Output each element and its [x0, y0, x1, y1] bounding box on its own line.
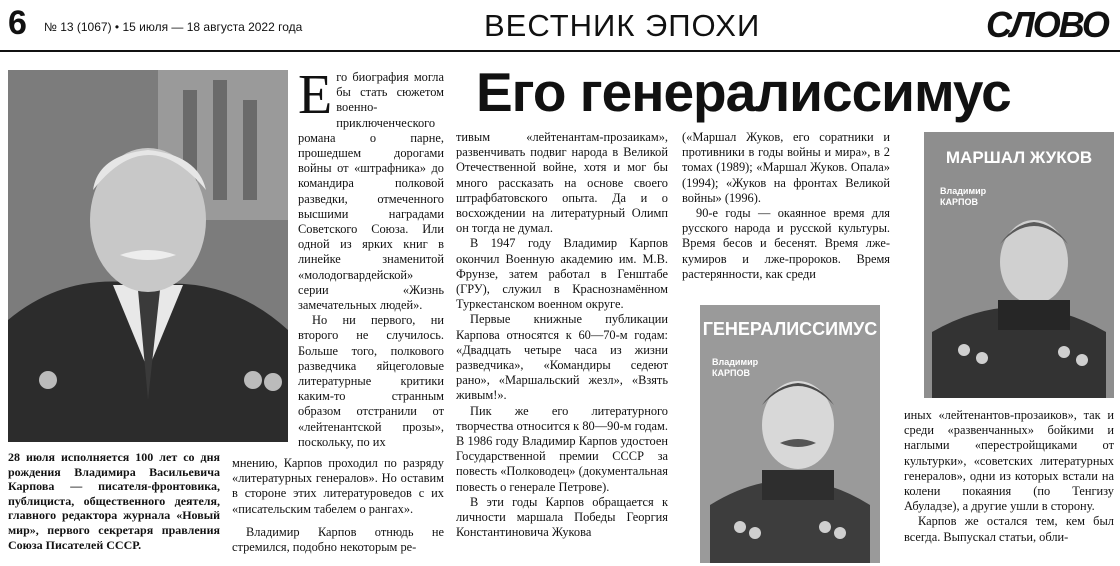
paragraph: 90-е годы — окаянное время для русского народа и русской культуры. Время бесов и бесенят. Время лже-кумиров и лже-пророков. Время растерянности, как среди [682, 206, 890, 281]
newspaper-logo: СЛОВО [986, 4, 1108, 45]
book-title: ГЕНЕРАЛИССИМУС [702, 319, 878, 339]
article-column-1 [298, 64, 444, 450]
page-number: 6 [8, 4, 27, 42]
book-author-last: КАРПОВ [940, 197, 978, 207]
paragraph: мнению, Карпов проходил по разряду «литературных генералов». Но оставим в стороне этих литературоведов с их «писательским табелем о рангах». [232, 456, 444, 516]
paragraph: Пик же его литературного творчества относится к 80—90-м годам. В 1986 году Владимир Карпов удостоен Государственной премии СССР за повесть «Полководец» (документальная повесть о генерале Петрове). [456, 403, 668, 494]
rubric-title: ВЕСТНИК ЭПОХИ [484, 8, 761, 43]
book-author-last: КАРПОВ [712, 368, 750, 378]
paragraph: Карпов же остался тем, кем был всегда. Выпускал статьи, обли- [904, 514, 1114, 544]
paragraph: («Маршал Жуков, его соратники и противники в годы войны и мира», в 2 томах (1989); «Маршал Жуков. Опала» (1994); «Жуков на фронтах Великой войны» (1996). [682, 130, 890, 205]
book-title: МАРШАЛ ЖУКОВ [945, 148, 1093, 167]
portrait-photo [8, 70, 288, 442]
book-cover-generalissimus [700, 305, 880, 563]
headline: Его генералиссимус [476, 61, 1011, 123]
paragraph: Владимир Карпов отнюдь не стремился, подобно некоторым ре- [232, 524, 444, 555]
photo-caption: 28 июля исполняется 100 лет со дня рождения Владимира Васильевича Карпова — писателя-фронтовика, публициста, общественного деятеля, главного редактора журнала «Новый мир», первого секретаря правления Союза Писателей СССР. [8, 450, 220, 552]
issue-info: № 13 (1067) • 15 июля — 18 августа 2022 года [44, 20, 303, 34]
book-author-first: Владимир [940, 186, 987, 196]
paragraph: Первые книжные публикации Карпова относятся к 60—70-м годам: «Двадцать четыре часа из жизни разведчика», «Командиры седеют рано», «Маршальский жезл», «Взять живым!». [456, 312, 668, 403]
paragraph: В 1947 году Владимир Карпов окончил Военную академию им. М.В. Фрунзе, затем работал в Генштабе (ГРУ), служил в Краснознамённом Туркестанском военном округе. [456, 236, 668, 312]
book-cover-marshal-zhukov [924, 132, 1114, 398]
paragraph: В эти годы Карпов обращается к личности маршала Победы Георгия Константиновича Жукова [456, 494, 668, 540]
paragraph: го биография могла бы стать сюжетом военно-приключенческого романа о парне, прошедшем дорогами войны от «штрафника» до командира полковой разведки, отмеченного высшими наградами Советского Союза. Или одной из ярких книг в линейке знаменитой «молодогвардейской» серии «Жизнь замечательных людей». [298, 70, 444, 313]
paragraph: Но ни первого, ни второго не случилось. Больше того, полкового разведчика яйцеголовые литературные критики каким-то странным образом отстранили от «лейтенантской прозы», поскольку, по их [298, 313, 444, 449]
header-rule [0, 50, 1120, 52]
article-column-2 [456, 130, 668, 540]
article-column-4 [904, 408, 1114, 545]
book-author-first: Владимир [712, 357, 759, 367]
article-column-1-continued [232, 456, 444, 555]
drop-cap: Е [298, 64, 333, 126]
paragraph: иных «лейтенантов-прозаиков», так и среди «развенчанных» бойкими и наглыми «перестройщиками от культурки», «советских литературных генералов», одни из которых встали на колени покаяния (по Тенгизу Абуладзе), а другие ушли в сторону. [904, 408, 1114, 514]
article-column-3 [682, 130, 890, 282]
paragraph: тивым «лейтенантам-прозаикам», развенчивать подвиг народа в Великой Отечественной войне, хотя и мог бы много рассказать на основе своего штрафбатовского опыта. Да и о восхождении на литературный Олимп он тогда не думал. [456, 130, 668, 236]
